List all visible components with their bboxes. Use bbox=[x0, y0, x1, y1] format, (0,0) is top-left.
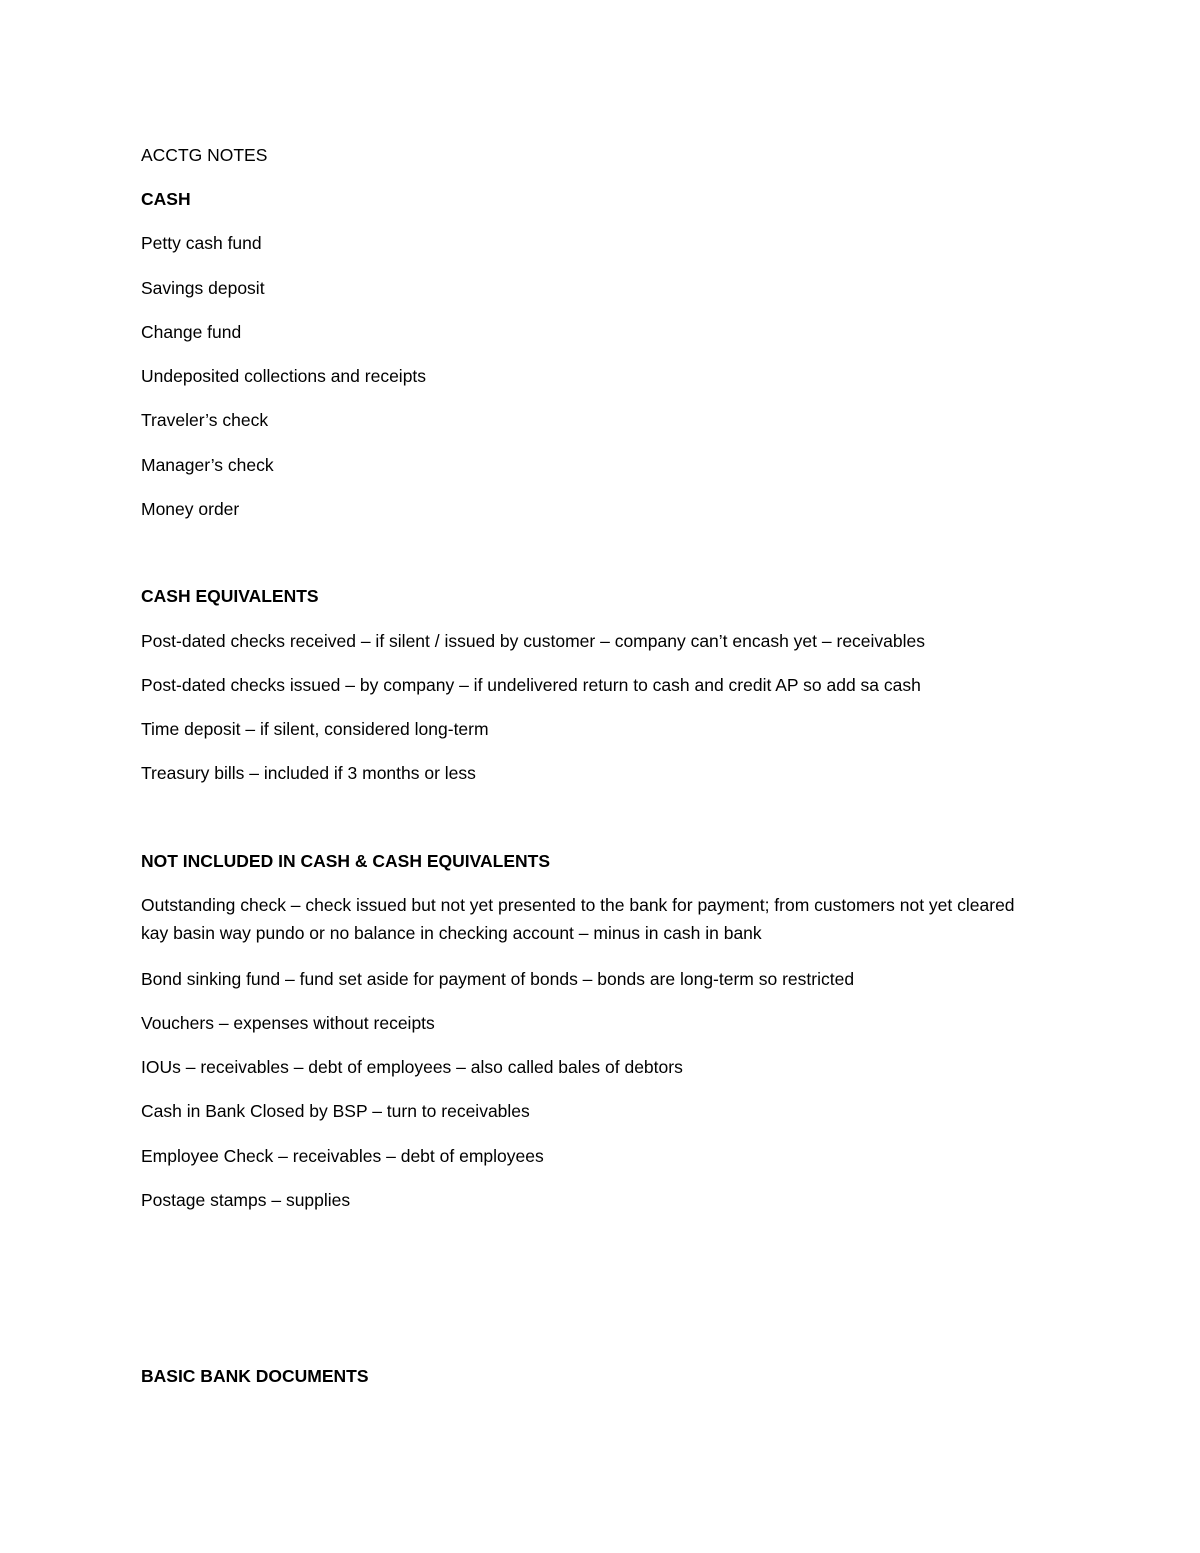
cash-item: Petty cash fund bbox=[141, 233, 262, 253]
cash-item: Money order bbox=[141, 499, 240, 519]
not-included-item: Vouchers – expenses without receipts bbox=[141, 1013, 435, 1033]
cash-item: Manager’s check bbox=[141, 455, 274, 475]
section-heading-cash-equivalents: CASH EQUIVALENTS bbox=[141, 586, 319, 606]
cash-item: Undeposited collections and receipts bbox=[141, 366, 427, 386]
not-included-item: Outstanding check – check issued but not yet presented to the bank for payment; from customers not yet cleared kay basin way pundo or no balance in checking account – minus in cash in bank bbox=[141, 895, 1015, 943]
section-heading-not-included: NOT INCLUDED IN CASH & CASH EQUIVALENTS bbox=[141, 851, 550, 871]
not-included-item: IOUs – receivables – debt of employees – also called bales of debtors bbox=[141, 1057, 683, 1077]
not-included-item: Employee Check – receivables – debt of employees bbox=[141, 1146, 544, 1166]
not-included-item: Cash in Bank Closed by BSP – turn to receivables bbox=[141, 1101, 530, 1121]
document-title: ACCTG NOTES bbox=[141, 145, 268, 165]
cash-equivalents-item: Post-dated checks received – if silent / issued by customer – company can’t encash yet – receivables bbox=[141, 631, 926, 651]
not-included-item: Postage stamps – supplies bbox=[141, 1190, 351, 1210]
cash-equivalents-item: Treasury bills – included if 3 months or less bbox=[141, 763, 476, 783]
cash-item: Traveler’s check bbox=[141, 410, 269, 430]
not-included-item: Bond sinking fund – fund set aside for payment of bonds – bonds are long-term so restricted bbox=[141, 969, 855, 989]
cash-item: Savings deposit bbox=[141, 278, 265, 298]
cash-equivalents-item: Time deposit – if silent, considered long-term bbox=[141, 719, 489, 739]
cash-equivalents-item: Post-dated checks issued – by company – if undelivered return to cash and credit AP so add sa cash bbox=[141, 675, 921, 695]
section-heading-cash: CASH bbox=[141, 189, 191, 209]
cash-item: Change fund bbox=[141, 322, 242, 342]
section-heading-basic-bank-documents: BASIC BANK DOCUMENTS bbox=[141, 1366, 369, 1386]
